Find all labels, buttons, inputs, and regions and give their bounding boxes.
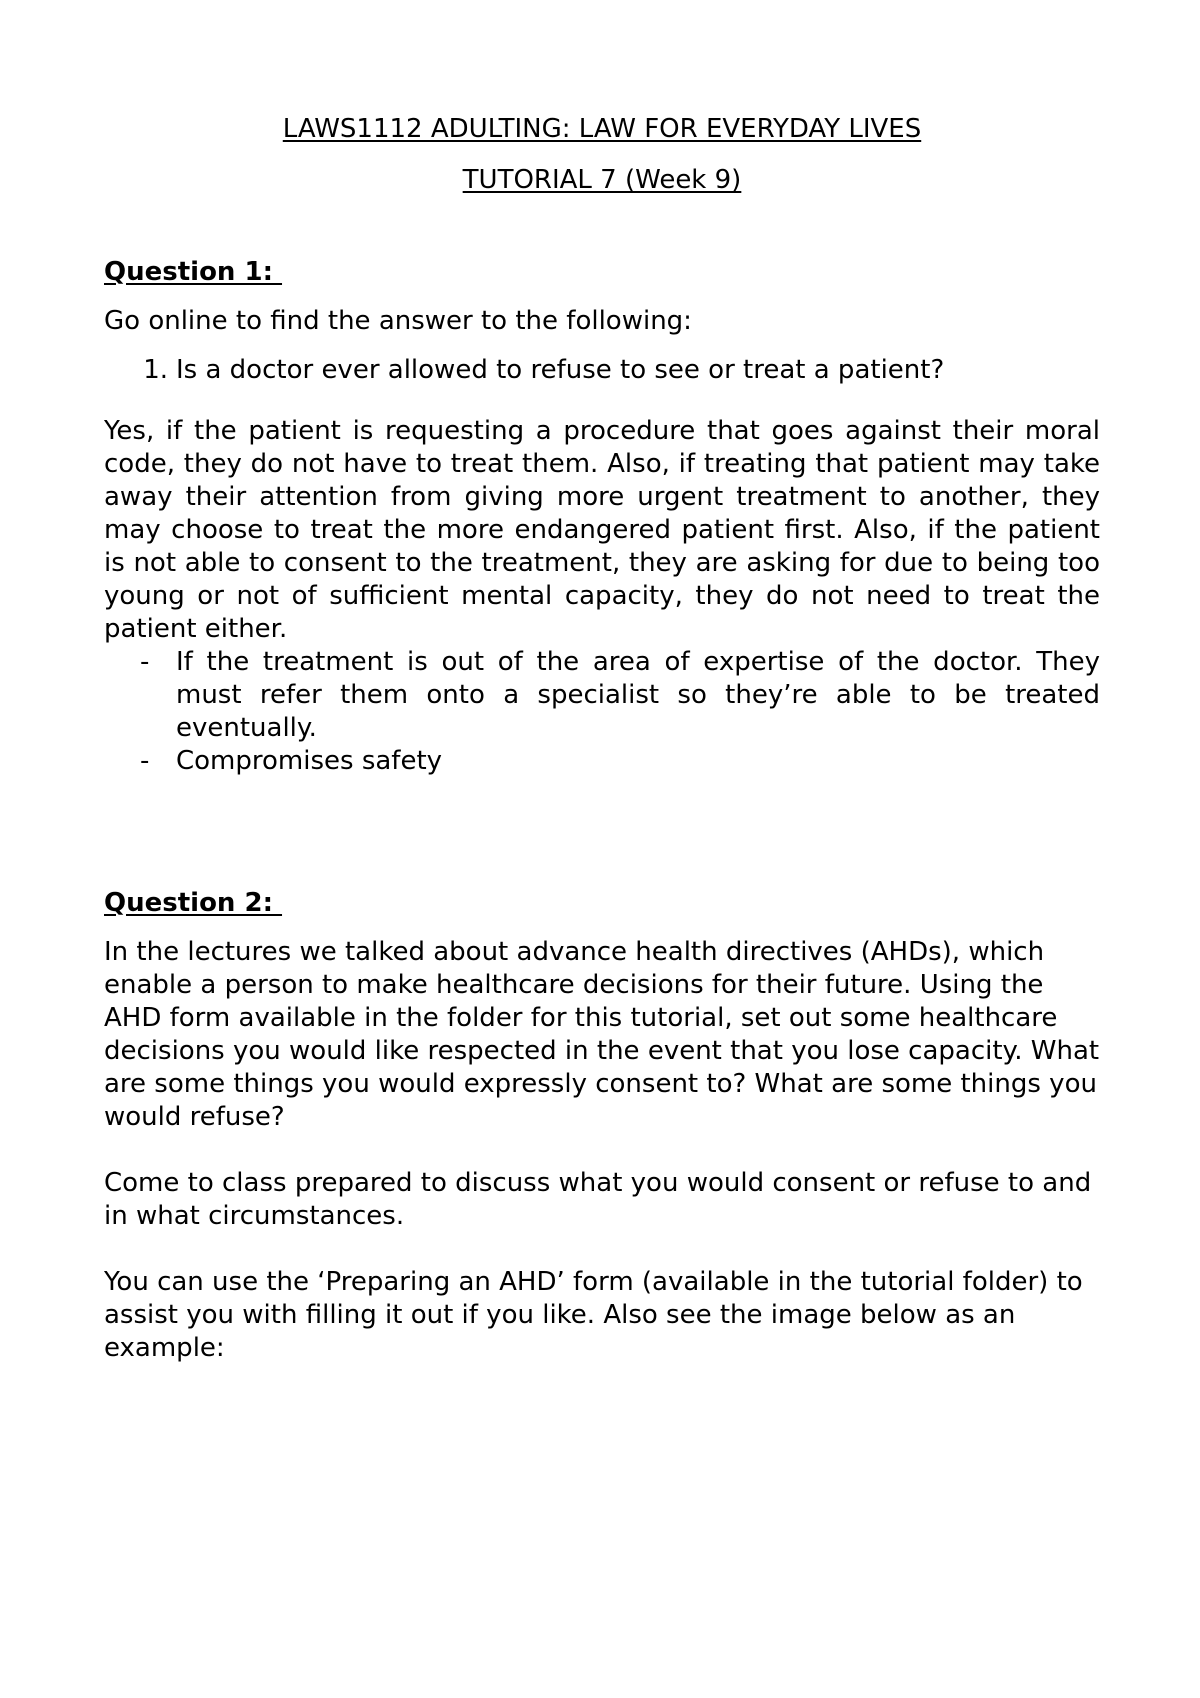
item-number: 1. bbox=[143, 355, 168, 385]
question-1-item bbox=[104, 354, 1100, 387]
question-2-section bbox=[104, 886, 1100, 1365]
question-1-section bbox=[104, 255, 1100, 778]
question-2-heading: Question 2: bbox=[104, 888, 283, 918]
question-2-paragraph-1: In the lectures we talked about advance health directives (AHDs), which enable a person to make healthcare decisions for their future. Using the AHD form available in the folder for this tutorial, set out some healthcare decisions you would like respected in the event that you lose capacity. What are some things you would expressly consent to? What are some things you would refuse? bbox=[104, 937, 1100, 1132]
dash-marker: - bbox=[140, 647, 150, 677]
question-1-bullets bbox=[104, 646, 1100, 778]
course-title: LAWS1112 ADULTING: LAW FOR EVERYDAY LIVES bbox=[282, 114, 922, 144]
bullet-text: If the treatment is out of the area of expertise of the doctor. They must refer them onto a specialist so they’re able to be treated eventually. bbox=[176, 647, 1100, 743]
dash-marker: - bbox=[140, 746, 150, 776]
list-item bbox=[104, 646, 1100, 745]
item-text: Is a doctor ever allowed to refuse to see or treat a patient? bbox=[176, 355, 945, 385]
bullet-text: Compromises safety bbox=[176, 746, 443, 776]
document-page bbox=[104, 112, 1100, 1365]
question-2-paragraph-2: Come to class prepared to discuss what you would consent or refuse to and in what circumstances. bbox=[104, 1168, 1092, 1231]
question-1-heading: Question 1: bbox=[104, 257, 283, 287]
question-2-paragraph-3: You can use the ‘Preparing an AHD’ form (available in the tutorial folder) to assist you with filling it out if you like. Also see the image below as an example: bbox=[104, 1267, 1083, 1363]
list-item bbox=[104, 745, 1100, 778]
question-1-intro: Go online to find the answer to the following: bbox=[104, 306, 692, 336]
question-1-answer: Yes, if the patient is requesting a procedure that goes against their moral code, they do not have to treat them. Also, if treating that patient may take away their attention from giving more urgent treatment to another, they may choose to treat the more endangered patient first. Also, if the patient is not able to consent to the treatment, they are asking for due to being too young or not of sufficient mental capacity, they do not need to treat the patient either. bbox=[104, 416, 1100, 644]
tutorial-title: TUTORIAL 7 (Week 9) bbox=[462, 165, 742, 195]
